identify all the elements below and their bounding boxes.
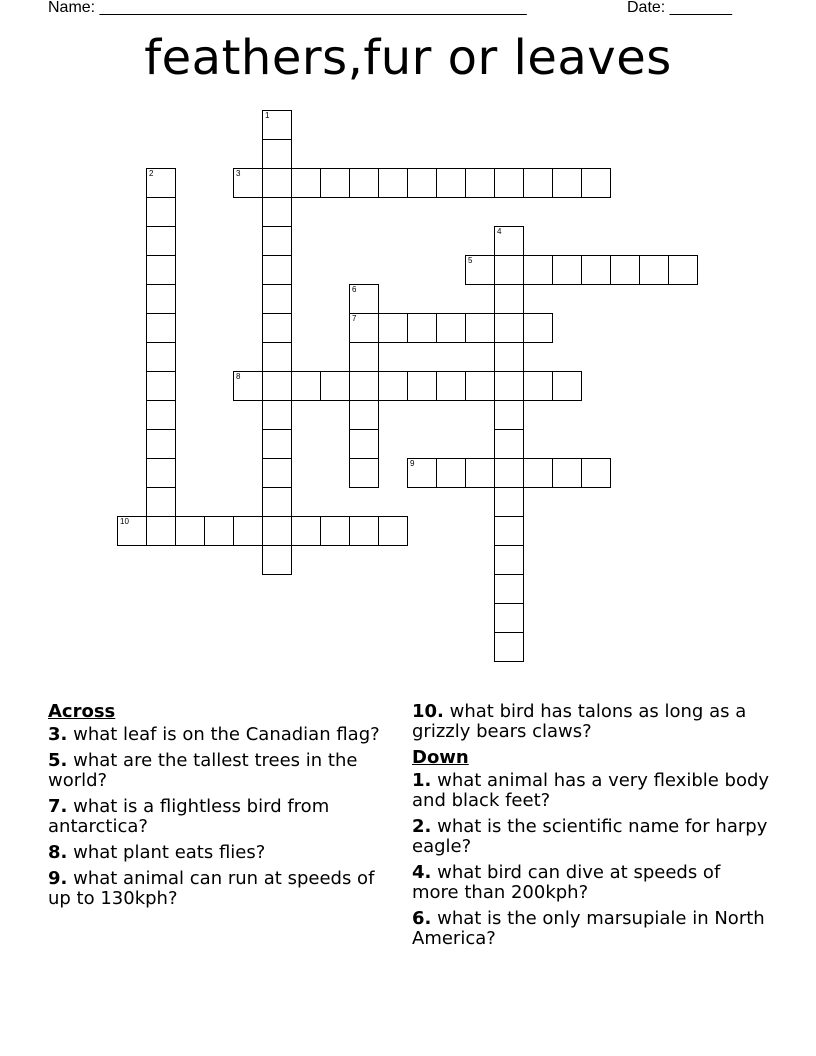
- clue-across-10: 10. what bird has talons as long as a grizzly bears claws?: [412, 701, 747, 742]
- crossword-cell[interactable]: [262, 226, 292, 255]
- crossword-cell[interactable]: [320, 371, 349, 401]
- crossword-cell[interactable]: [494, 371, 523, 400]
- crossword-cell[interactable]: [262, 110, 292, 139]
- crossword-cell[interactable]: [494, 487, 524, 516]
- crossword-cell[interactable]: [465, 313, 494, 343]
- crossword-cell[interactable]: [146, 371, 176, 400]
- clue-across-9: 9. what animal can run at speeds of up to 130kph?: [48, 868, 375, 909]
- cell-number: 5: [468, 256, 473, 265]
- down-heading: Down: [412, 747, 469, 768]
- crossword-cell[interactable]: [552, 458, 581, 488]
- crossword-cell[interactable]: [146, 197, 176, 226]
- crossword-cell[interactable]: [407, 168, 436, 198]
- across-heading: Across: [48, 701, 116, 722]
- cell-number: 2: [149, 169, 154, 178]
- crossword-cell[interactable]: [494, 429, 524, 458]
- crossword-cell[interactable]: [349, 168, 378, 198]
- crossword-cell[interactable]: [262, 458, 292, 487]
- crossword-cell[interactable]: [146, 429, 176, 458]
- crossword-cell[interactable]: [146, 226, 176, 255]
- cell-number: 7: [352, 314, 357, 323]
- clue-down-6: 6. what is the only marsupiale in North America?: [412, 908, 765, 949]
- crossword-cell[interactable]: [233, 168, 262, 198]
- clue-across-8: 8. what plant eats flies?: [48, 842, 266, 863]
- crossword-cell[interactable]: [349, 458, 379, 488]
- crossword-cell[interactable]: [262, 168, 291, 197]
- crossword-cell[interactable]: [494, 342, 524, 371]
- crossword-cell[interactable]: [262, 284, 292, 313]
- crossword-cell[interactable]: [146, 516, 175, 546]
- crossword-cell[interactable]: [378, 371, 407, 401]
- crossword-cell[interactable]: [262, 255, 292, 284]
- crossword-cell[interactable]: [465, 168, 494, 198]
- crossword-cell[interactable]: [262, 545, 292, 575]
- crossword-cell[interactable]: [349, 516, 378, 546]
- clue-across-7: 7. what is a flightless bird from antarctica?: [48, 796, 330, 837]
- crossword-cell[interactable]: [146, 255, 176, 284]
- cell-number: 9: [410, 459, 415, 468]
- crossword-cell[interactable]: [349, 313, 378, 342]
- crossword-cell[interactable]: [494, 632, 524, 662]
- crossword-cell[interactable]: [523, 458, 552, 488]
- crossword-cell[interactable]: [552, 255, 581, 285]
- crossword-cell[interactable]: [639, 255, 668, 285]
- crossword-cell[interactable]: [233, 371, 262, 401]
- crossword-cell[interactable]: [523, 371, 552, 401]
- crossword-cell[interactable]: [581, 458, 611, 488]
- crossword-cell[interactable]: [523, 255, 552, 285]
- crossword-cell[interactable]: [494, 545, 524, 574]
- crossword-cell[interactable]: [407, 458, 436, 488]
- clue-down-1: 1. what animal has a very flexible body and black feet?: [412, 770, 770, 811]
- crossword-cell[interactable]: [494, 603, 524, 632]
- clues-column-left: [48, 702, 393, 915]
- crossword-cell[interactable]: [349, 284, 379, 313]
- crossword-cell[interactable]: [494, 168, 523, 198]
- crossword-cell[interactable]: [523, 313, 553, 343]
- crossword-cell[interactable]: [494, 255, 523, 284]
- clue-down-2: 2. what is the scientific name for harpy eagle?: [412, 816, 768, 857]
- crossword-cell[interactable]: [610, 255, 639, 285]
- crossword-cell[interactable]: [262, 429, 292, 458]
- crossword-cell[interactable]: [146, 400, 176, 429]
- crossword-cell[interactable]: [204, 516, 233, 546]
- crossword-cell[interactable]: [552, 168, 581, 198]
- crossword-cell[interactable]: [349, 400, 379, 429]
- crossword-cell[interactable]: [465, 371, 494, 401]
- crossword-cell[interactable]: [146, 458, 176, 487]
- crossword-cell[interactable]: [146, 168, 176, 197]
- crossword-cell[interactable]: [494, 458, 523, 487]
- crossword-cell[interactable]: [262, 313, 292, 342]
- crossword-cell[interactable]: [581, 255, 610, 285]
- crossword-cell[interactable]: [465, 255, 494, 285]
- crossword-cell[interactable]: [262, 516, 291, 545]
- crossword-cell[interactable]: [233, 516, 262, 546]
- crossword-cell[interactable]: [349, 429, 379, 458]
- clue-across-5: 5. what are the tallest trees in the world?: [48, 750, 358, 791]
- crossword-cell[interactable]: [117, 516, 146, 546]
- cell-number: 4: [497, 227, 502, 236]
- cell-number: 1: [265, 111, 270, 120]
- crossword-cell[interactable]: [494, 516, 524, 545]
- crossword-cell[interactable]: [494, 284, 524, 313]
- crossword-cell[interactable]: [378, 313, 407, 343]
- crossword-cell[interactable]: [146, 313, 176, 342]
- crossword-cell[interactable]: [175, 516, 204, 546]
- crossword-cell[interactable]: [291, 168, 320, 198]
- cell-number: 6: [352, 285, 357, 294]
- crossword-cell[interactable]: [146, 487, 176, 516]
- crossword-cell[interactable]: [320, 516, 349, 546]
- name-field-label: Name: ________________________________________________: [48, 0, 527, 16]
- clue-down-4: 4. what bird can dive at speeds of more than 200kph?: [412, 862, 721, 903]
- crossword-cell[interactable]: [378, 516, 408, 546]
- page-title: feathers,fur or leaves: [144, 30, 672, 86]
- clues-column-right: [412, 702, 772, 955]
- crossword-cell[interactable]: [291, 516, 320, 546]
- crossword-cell[interactable]: [523, 168, 552, 198]
- crossword-cell[interactable]: [291, 371, 320, 401]
- crossword-cell[interactable]: [320, 168, 349, 198]
- crossword-cell[interactable]: [436, 168, 465, 198]
- crossword-cell[interactable]: [494, 226, 524, 255]
- cell-number: 3: [236, 169, 241, 178]
- crossword-cell[interactable]: [262, 400, 292, 429]
- crossword-cell[interactable]: [581, 168, 611, 198]
- crossword-cell[interactable]: [436, 313, 465, 343]
- clue-across-3: 3. what leaf is on the Canadian flag?: [48, 724, 380, 745]
- crossword-cell[interactable]: [407, 313, 436, 343]
- date-field-label: Date: _______: [627, 0, 732, 16]
- crossword-cell[interactable]: [146, 284, 176, 313]
- crossword-cell[interactable]: [262, 371, 291, 400]
- crossword-cell[interactable]: [407, 371, 436, 401]
- crossword-cell[interactable]: [465, 458, 494, 488]
- crossword-cell[interactable]: [494, 574, 524, 603]
- crossword-cell[interactable]: [146, 342, 176, 371]
- crossword-cell[interactable]: [436, 371, 465, 401]
- cell-number: 10: [120, 517, 129, 526]
- crossword-cell[interactable]: [668, 255, 698, 285]
- crossword-cell[interactable]: [436, 458, 465, 488]
- crossword-cell[interactable]: [262, 342, 292, 371]
- crossword-cell[interactable]: [349, 371, 378, 400]
- crossword-cell[interactable]: [262, 139, 292, 168]
- cell-number: 8: [236, 372, 241, 381]
- crossword-cell[interactable]: [378, 168, 407, 198]
- crossword-cell[interactable]: [494, 313, 523, 342]
- crossword-cell[interactable]: [552, 371, 582, 401]
- crossword-cell[interactable]: [262, 487, 292, 516]
- crossword-cell[interactable]: [262, 197, 292, 226]
- crossword-cell[interactable]: [349, 342, 379, 371]
- crossword-cell[interactable]: [494, 400, 524, 429]
